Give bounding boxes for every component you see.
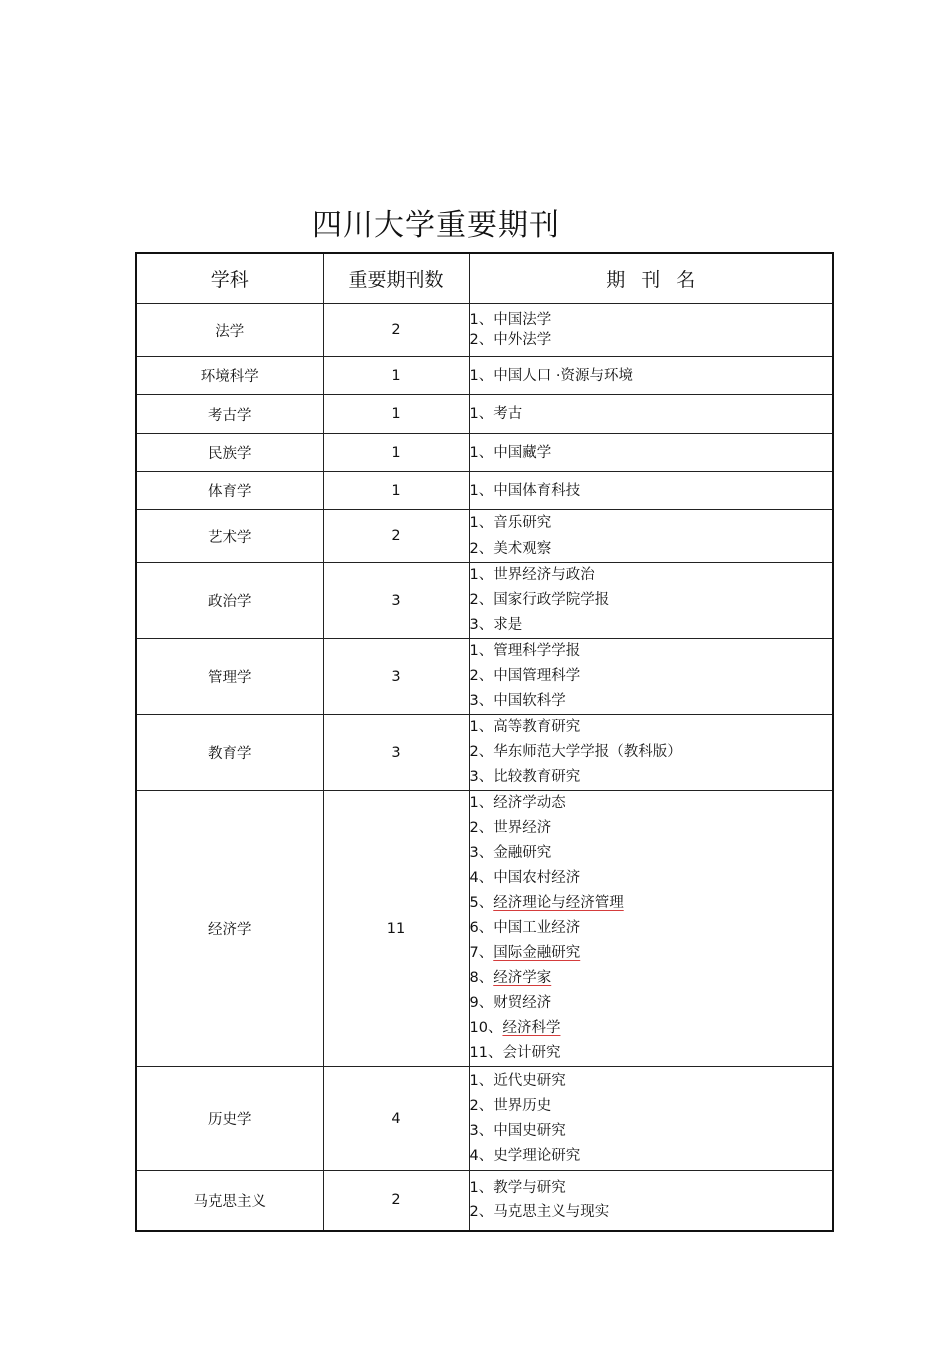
table-body <box>136 304 833 1231</box>
journal-number: 1、 <box>469 515 494 531</box>
journal-number: 1、 <box>469 1072 494 1089</box>
journal-number: 6、 <box>469 920 494 936</box>
journal-name: 管理科学学报 <box>493 643 581 659</box>
journal-list <box>470 310 833 350</box>
journal-list <box>470 510 833 562</box>
journal-number: 2、 <box>469 1204 494 1221</box>
table-row <box>136 357 833 395</box>
journal-number: 1、 <box>469 312 494 328</box>
journal-list <box>470 791 833 1066</box>
journal-item <box>470 1144 833 1169</box>
journal-item <box>470 1119 833 1144</box>
journal-name: 中国农村经济 <box>493 870 581 886</box>
journal-number: 2、 <box>469 592 494 608</box>
journal-item <box>470 1069 833 1094</box>
count-cell: 2 <box>323 304 469 357</box>
journal-name: 财贸经济 <box>493 995 552 1011</box>
journal-number: 5、 <box>469 895 494 911</box>
header-journals: 期刊名 <box>469 253 833 304</box>
table-row <box>136 434 833 472</box>
journal-item <box>470 664 833 689</box>
table-row <box>136 1067 833 1171</box>
journal-list <box>470 563 833 638</box>
journal-name: 中国藏学 <box>493 444 552 461</box>
journal-name: 世界历史 <box>493 1097 552 1114</box>
journal-list <box>470 1176 833 1224</box>
journals-cell <box>469 395 833 434</box>
table-row <box>136 1171 833 1231</box>
journal-name: 史学理论研究 <box>493 1147 581 1164</box>
count-cell: 11 <box>323 791 469 1067</box>
table-row <box>136 791 833 1067</box>
subject-cell: 法学 <box>136 304 323 357</box>
journal-item <box>470 941 833 966</box>
journal-item <box>470 689 833 714</box>
journal-name: 会计研究 <box>502 1045 561 1061</box>
journals-cell <box>469 1171 833 1231</box>
journal-list <box>470 482 833 500</box>
subject-cell: 教育学 <box>136 715 323 791</box>
journal-item <box>470 510 833 536</box>
journal-item <box>470 563 833 588</box>
journal-number: 1、 <box>469 643 494 659</box>
subject-cell: 考古学 <box>136 395 323 434</box>
journal-number: 1、 <box>469 1180 494 1197</box>
journal-name-marked: 经济学家 <box>493 970 552 986</box>
journal-list <box>470 639 833 714</box>
journal-item <box>470 639 833 664</box>
journals-cell <box>469 357 833 395</box>
journal-item <box>470 405 833 423</box>
count-cell: 2 <box>323 510 469 563</box>
journal-name-marked: 经济理论与经济管理 <box>493 895 624 911</box>
journal-number: 2、 <box>469 744 494 760</box>
table-row <box>136 510 833 563</box>
journal-item <box>470 482 833 500</box>
journals-table <box>135 252 834 1232</box>
journal-number: 3、 <box>469 1122 494 1139</box>
table-row <box>136 715 833 791</box>
subject-cell: 管理学 <box>136 639 323 715</box>
journal-number: 3、 <box>469 845 494 861</box>
journal-name: 音乐研究 <box>493 515 552 531</box>
journal-item <box>470 765 833 790</box>
journal-name: 马克思主义与现实 <box>493 1204 610 1221</box>
journal-list <box>470 1069 833 1169</box>
journal-name: 美术观察 <box>493 541 552 557</box>
subject-cell: 马克思主义 <box>136 1171 323 1231</box>
journal-item <box>470 367 833 385</box>
subject-cell: 环境科学 <box>136 357 323 395</box>
table-row <box>136 563 833 639</box>
journal-name: 经济学动态 <box>493 795 566 811</box>
journal-name-marked: 经济科学 <box>502 1020 561 1036</box>
journal-name: 金融研究 <box>493 845 552 861</box>
journal-item <box>470 816 833 841</box>
journal-number: 7、 <box>469 945 494 961</box>
journal-name: 中国工业经济 <box>493 920 581 936</box>
journal-item <box>470 740 833 765</box>
subject-cell: 体育学 <box>136 472 323 510</box>
header-subject: 学科 <box>136 253 323 304</box>
journal-item <box>470 866 833 891</box>
journal-name: 中国软科学 <box>493 693 566 709</box>
journal-list <box>470 715 833 790</box>
journal-number: 2、 <box>469 541 494 557</box>
journals-cell <box>469 434 833 472</box>
journal-name: 中国体育科技 <box>493 482 581 499</box>
table-row <box>136 639 833 715</box>
journal-list <box>470 405 833 423</box>
journal-number: 2、 <box>469 820 494 836</box>
journal-number: 1、 <box>469 406 494 422</box>
journal-item <box>470 791 833 816</box>
journal-name-marked: 国际金融研究 <box>493 945 581 961</box>
journal-name: 中外法学 <box>493 332 552 348</box>
journal-name: 中国法学 <box>493 312 552 328</box>
journal-number: 3、 <box>469 693 494 709</box>
journal-item <box>470 536 833 562</box>
journals-cell <box>469 791 833 1067</box>
journal-item <box>470 1041 833 1066</box>
journal-name: 中国管理科学 <box>493 668 581 684</box>
table-row <box>136 395 833 434</box>
subject-cell: 经济学 <box>136 791 323 1067</box>
journal-number: 2、 <box>469 668 494 684</box>
journals-cell <box>469 304 833 357</box>
journal-item <box>470 916 833 941</box>
count-cell: 1 <box>323 395 469 434</box>
journal-item <box>470 330 833 350</box>
journal-number: 2、 <box>469 1097 494 1114</box>
journal-name: 考古 <box>493 406 523 422</box>
journal-item <box>470 310 833 330</box>
journal-name: 国家行政学院学报 <box>493 592 610 608</box>
journal-list <box>470 444 833 462</box>
journal-number: 1、 <box>469 719 494 735</box>
table-row <box>136 472 833 510</box>
journal-name: 中国人口 ·资源与环境 <box>493 367 633 384</box>
subject-cell: 政治学 <box>136 563 323 639</box>
journal-item <box>470 613 833 638</box>
journal-number: 10、 <box>469 1020 503 1036</box>
subject-cell: 艺术学 <box>136 510 323 563</box>
journal-name: 近代史研究 <box>493 1072 566 1089</box>
subject-cell: 历史学 <box>136 1067 323 1171</box>
table-header-row <box>136 253 833 304</box>
journal-name: 教学与研究 <box>493 1180 566 1197</box>
journal-name: 华东师范大学学报（教科版） <box>493 744 682 760</box>
journal-item <box>470 588 833 613</box>
journal-name: 高等教育研究 <box>493 719 581 735</box>
journal-number: 11、 <box>469 1045 503 1061</box>
count-cell: 2 <box>323 1171 469 1231</box>
journals-cell <box>469 639 833 715</box>
journal-number: 1、 <box>469 482 494 499</box>
count-cell: 3 <box>323 639 469 715</box>
journals-cell <box>469 510 833 563</box>
journal-name: 求是 <box>493 617 523 633</box>
journal-list <box>470 367 833 385</box>
journal-number: 1、 <box>469 444 494 461</box>
journal-item <box>470 1094 833 1119</box>
journal-number: 8、 <box>469 970 494 986</box>
page-title: 四川大学重要期刊 <box>312 208 560 244</box>
journal-name: 中国史研究 <box>493 1122 566 1139</box>
journal-item <box>470 444 833 462</box>
journals-cell <box>469 472 833 510</box>
journal-item <box>470 991 833 1016</box>
count-cell: 3 <box>323 563 469 639</box>
count-cell: 1 <box>323 434 469 472</box>
journal-number: 2、 <box>469 332 494 348</box>
journal-number: 9、 <box>469 995 494 1011</box>
journals-cell <box>469 715 833 791</box>
journal-number: 3、 <box>469 617 494 633</box>
table-row <box>136 304 833 357</box>
journals-cell <box>469 1067 833 1171</box>
count-cell: 1 <box>323 472 469 510</box>
journal-item <box>470 891 833 916</box>
journal-number: 1、 <box>469 795 494 811</box>
count-cell: 1 <box>323 357 469 395</box>
journal-item <box>470 1176 833 1200</box>
count-cell: 3 <box>323 715 469 791</box>
journal-item <box>470 1016 833 1041</box>
journal-number: 1、 <box>469 367 494 384</box>
header-count: 重要期刊数 <box>323 253 469 304</box>
journal-number: 1、 <box>469 567 494 583</box>
journal-item <box>470 841 833 866</box>
journal-item <box>470 715 833 740</box>
journals-cell <box>469 563 833 639</box>
journal-number: 4、 <box>469 1147 494 1164</box>
journal-name: 世界经济与政治 <box>493 567 595 583</box>
subject-cell: 民族学 <box>136 434 323 472</box>
journal-item <box>470 1200 833 1224</box>
count-cell: 4 <box>323 1067 469 1171</box>
journal-number: 3、 <box>469 769 494 785</box>
journal-name: 比较教育研究 <box>493 769 581 785</box>
journal-item <box>470 966 833 991</box>
journal-name: 世界经济 <box>493 820 552 836</box>
journal-number: 4、 <box>469 870 494 886</box>
